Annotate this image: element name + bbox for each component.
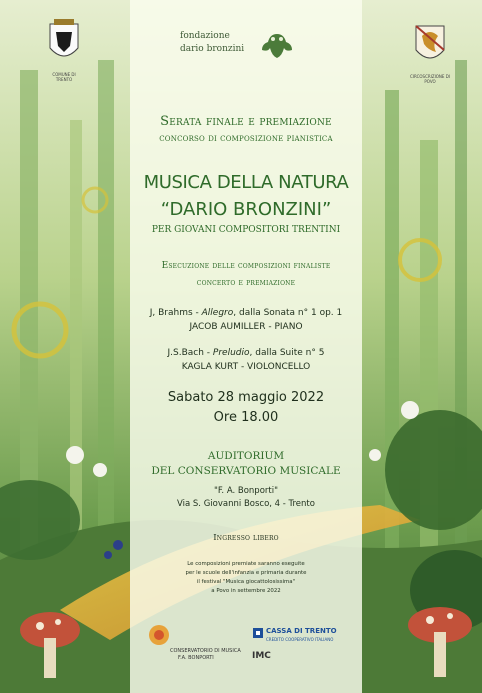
- work-preludio: Preludio: [212, 348, 250, 358]
- foundation-name-line2: dario bronzini: [180, 44, 245, 54]
- bank-logo-icon: [252, 627, 264, 639]
- right-crest-label: CIRCOSCRIZIONE DI POVO: [410, 74, 450, 84]
- trento-coat-of-arms-icon: [46, 18, 82, 66]
- performer-piano: JACOB AUMILLER - PIANO: [189, 322, 303, 332]
- concert-line: concerto e premiazione: [196, 278, 296, 288]
- conservatorio-logo-icon: [148, 624, 170, 646]
- work-detail-sonata: , dalla Sonata n° 1 op. 1: [233, 308, 343, 318]
- event-line-serata: Serata finale e premiazione: [160, 114, 332, 129]
- venue-bonporti: "F. A. Bonporti": [213, 486, 279, 496]
- venue-conservatorio: DEL CONSERVATORIO MUSICALE: [151, 465, 341, 477]
- event-title: MUSICA DELLA NATURA: [143, 172, 349, 193]
- performer-cello: KAGLA KURT - VIOLONCELLO: [181, 362, 311, 372]
- note-line4: a Povo in settembre 2022: [211, 588, 281, 594]
- sponsor-imc: IMC: [252, 651, 271, 661]
- sponsor-bank: CASSA DI TRENTO: [266, 627, 337, 635]
- note-line2: per le scuole dell'infanzia e primaria durante: [185, 570, 307, 576]
- venue-address: Via S. Giovanni Bosco, 4 - Trento: [177, 499, 315, 509]
- program-item-brahms: [130, 308, 362, 318]
- povo-coat-of-arms-icon: [412, 20, 448, 68]
- sponsor-bank-sub: CREDITO COOPERATIVO ITALIANO: [266, 637, 334, 642]
- foundation-name-line1: fondazione: [180, 31, 230, 41]
- work-detail-suite: , dalla Suite n° 5: [249, 348, 325, 358]
- event-subtitle: PER GIOVANI COMPOSITORI TRENTINI: [151, 225, 341, 235]
- event-line-concorso: concorso di composizione pianistica: [159, 133, 333, 144]
- event-title-bronzini: “DARIO BRONZINI”: [160, 199, 332, 220]
- composer-brahms: J, Brahms -: [149, 308, 202, 318]
- event-date: Sabato 28 maggio 2022: [167, 390, 325, 405]
- note-line1: Le composizioni premiate saranno eseguite: [187, 561, 305, 567]
- frog-logo-icon: [258, 30, 296, 62]
- composer-bach: J.S.Bach -: [167, 348, 213, 358]
- sponsor-conservatorio: CONSERVATORIO DI MUSICA: [170, 648, 241, 654]
- free-entry: Ingresso libero: [213, 533, 279, 543]
- event-time: Ore 18.00: [213, 410, 279, 425]
- execution-line: Esecuzione delle composizioni finaliste: [161, 261, 331, 271]
- sponsor-bonporti: F.A. BONPORTI: [178, 655, 214, 661]
- venue-auditorium: AUDITORIUM: [207, 450, 285, 462]
- work-allegro: Allegro: [201, 308, 234, 318]
- left-crest-label: COMUNE DI TRENTO: [52, 72, 76, 82]
- program-item-bach: [130, 348, 362, 358]
- note-line3: il festival "Musica giocattolosissima": [196, 579, 296, 585]
